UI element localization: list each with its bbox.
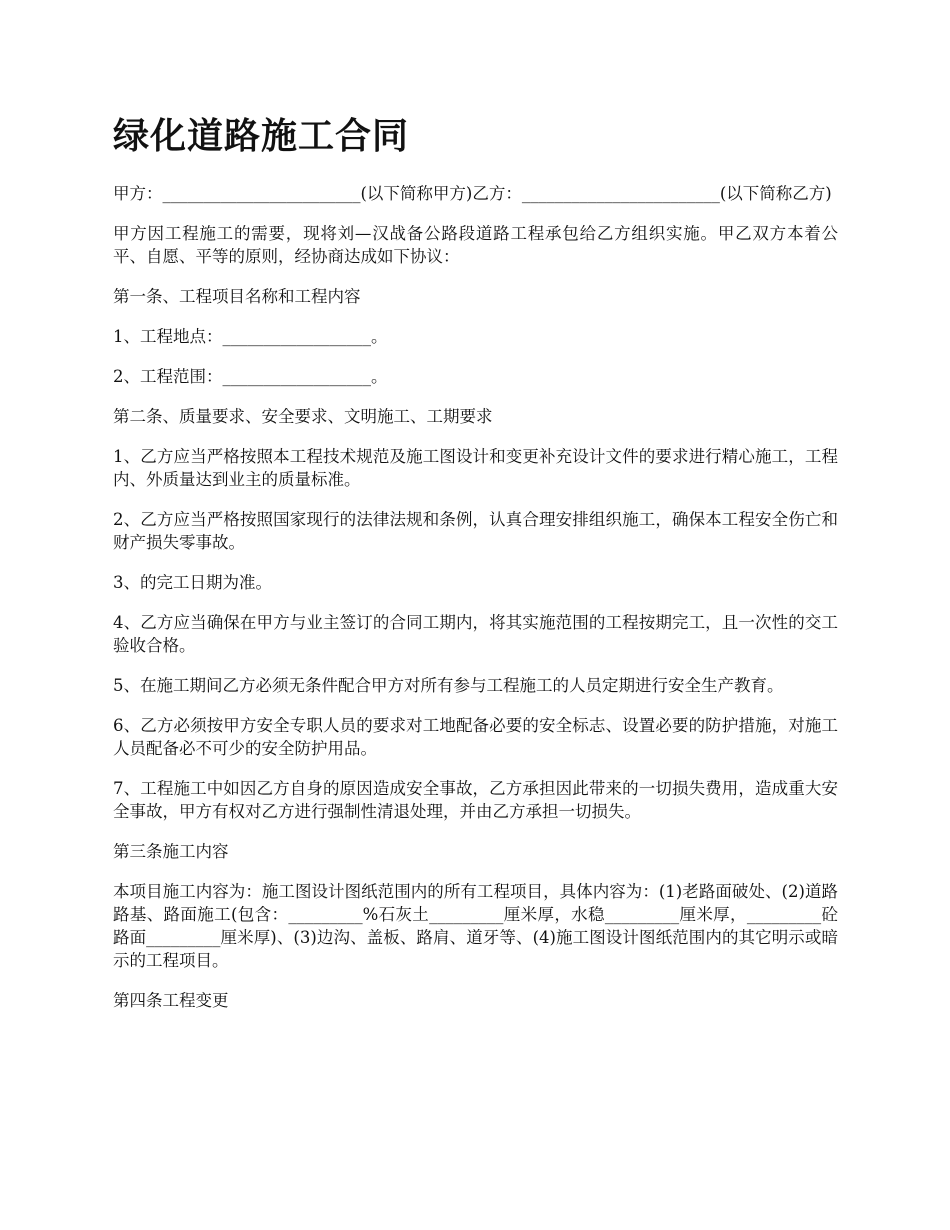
article-3-heading: 第三条施工内容 [113,842,229,861]
document-title: 绿化道路施工合同 [113,115,410,157]
article-1-heading: 第一条、工程项目名称和工程内容 [113,287,361,306]
article-1-item-1: 1、工程地点：__________________。 [113,327,388,346]
contract-page [113,112,838,1029]
article-2-item-1: 1、乙方应当严格按照本工程技术规范及施工图设计和变更补充设计文件的要求进行精心施工，工程内、外质量达到业主的质量标准。 [113,447,838,489]
article-2-item-4: 4、乙方应当确保在甲方与业主签订的合同工期内，将其实施范围的工程按期完工，且一次性的交工验收合格。 [113,613,838,655]
article-2-item-3: 3、的完工日期为准。 [113,573,272,592]
article-2-item-6: 6、乙方必须按甲方安全专职人员的要求对工地配备必要的安全标志、设置必要的防护措施，对施工人员配备必不可少的安全防护用品。 [113,716,838,758]
article-2-item-2: 2、乙方应当严格按照国家现行的法律法规和条例，认真合理安排组织施工，确保本工程安全伤亡和财产损失零事故。 [113,510,838,552]
parties-paragraph: 甲方：________________________(以下简称甲方)乙方：________________________(以下简称乙方) [113,184,832,203]
article-3-content: 本项目施工内容为：施工图设计图纸范围内的所有工程项目，具体内容为：(1)老路面破处、(2)道路路基、路面施工(包含：_________%石灰土_________厘米厚，水稳_________厘米厚，_________砼路面_________厘米厚)、(3)边沟、盖板、路肩、道牙等、(4)施工图设计图纸范围内的其它明示或暗示的工程项目。 [113,882,838,970]
article-1-item-2: 2、工程范围：__________________。 [113,367,388,386]
article-2-item-5: 5、在施工期间乙方必须无条件配合甲方对所有参与工程施工的人员定期进行安全生产教育。 [113,676,784,695]
article-4-heading: 第四条工程变更 [113,991,229,1010]
article-2-item-7: 7、工程施工中如因乙方自身的原因造成安全事故，乙方承担因此带来的一切损失费用，造成重大安全事故，甲方有权对乙方进行强制性清退处理，并由乙方承担一切损失。 [113,779,838,821]
preamble-paragraph: 甲方因工程施工的需要，现将刘—汉战备公路段道路工程承包给乙方组织实施。甲乙双方本着公平、自愿、平等的原则，经协商达成如下协议： [113,224,838,266]
article-2-heading: 第二条、质量要求、安全要求、文明施工、工期要求 [113,407,493,426]
